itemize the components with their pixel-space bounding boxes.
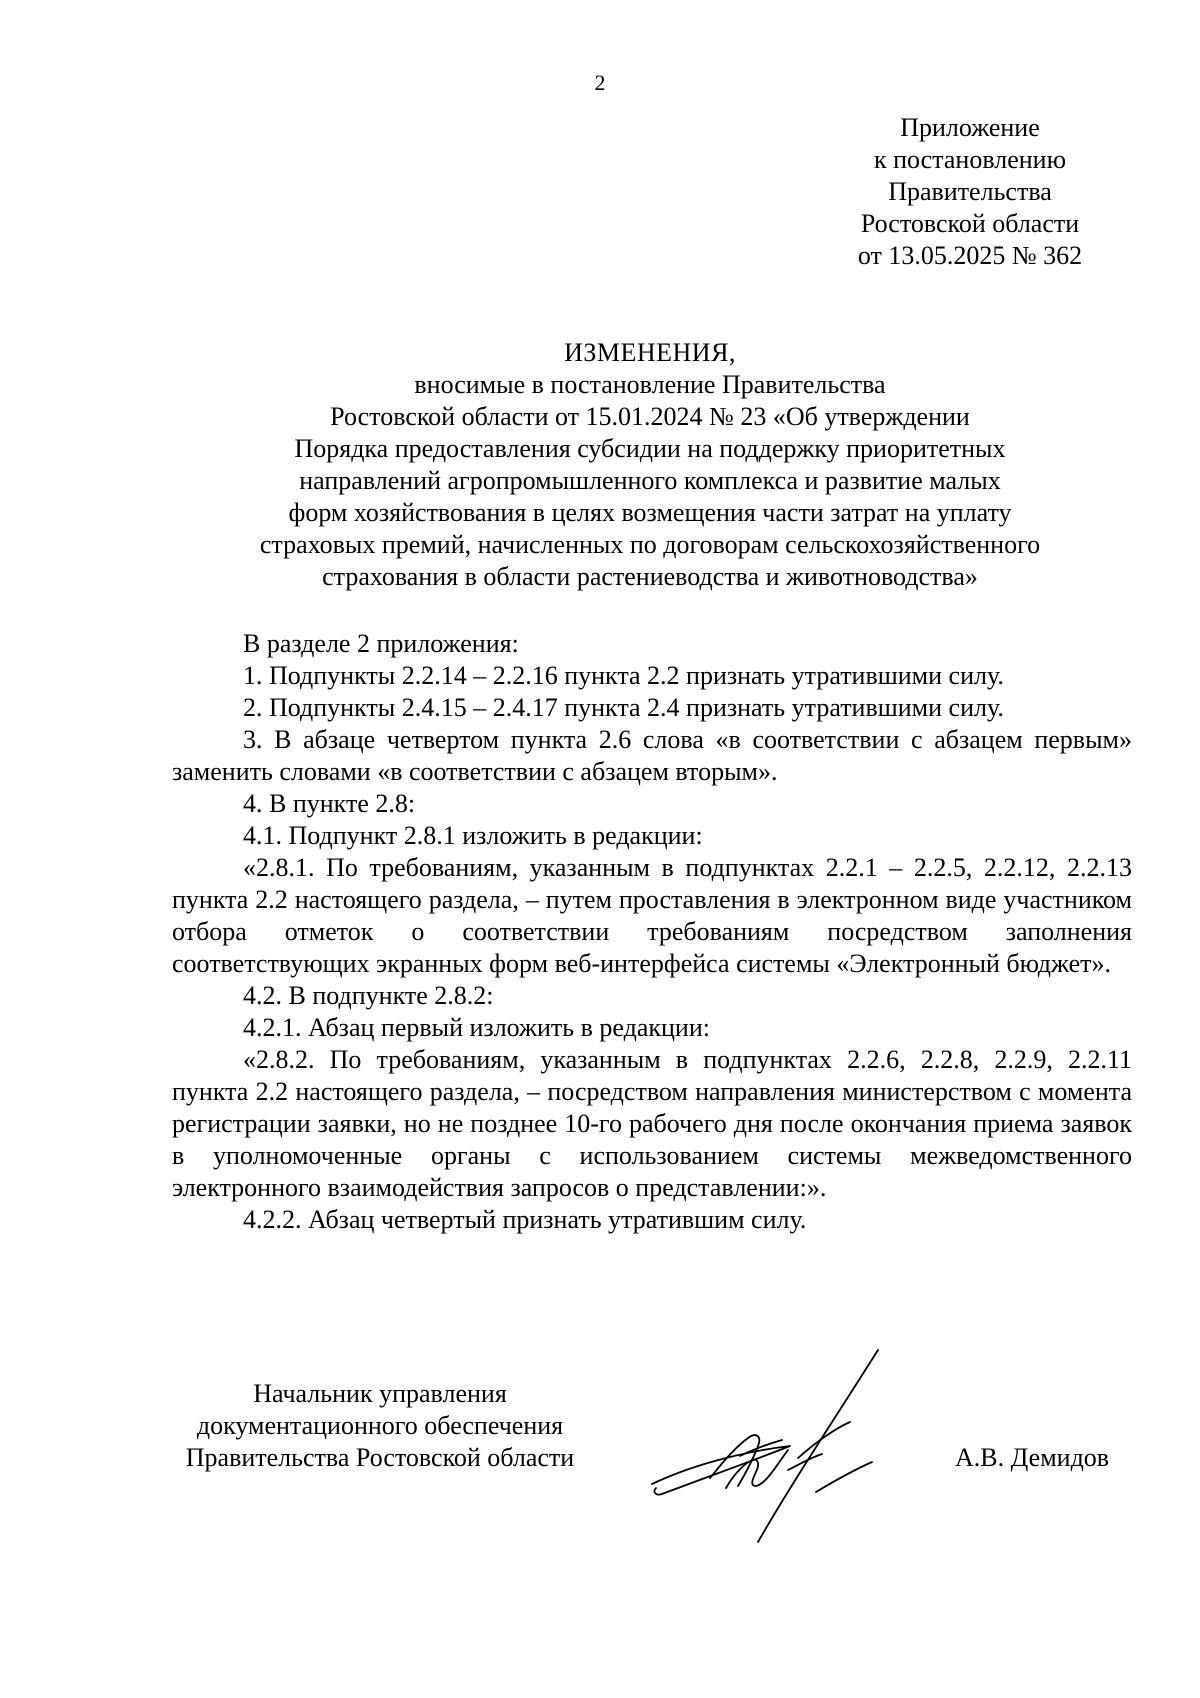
- signer-position-line: документационного обеспечения: [196, 1411, 564, 1440]
- body-paragraph: «2.8.2. По требованиям, указанным в подпунктах 2.2.6, 2.2.8, 2.2.9, 2.2.11 пункта 2.2 настоящего раздела, – посредством направления министерством с момента регистрации заявки, но не позднее 10-го рабочего дня после окончания приема заявок в уполномоченные органы с использованием системы межведомственного электронного взаимодействия запросов о представлении:».: [172, 1045, 1132, 1202]
- title-line: Ростовской области от 15.01.2024 № 23 «Об утверждении: [330, 402, 970, 431]
- body-paragraph: 4.2.1. Абзац первый изложить в редакции:: [243, 1013, 710, 1042]
- appendix-reference: [820, 112, 1120, 272]
- body-paragraph: В разделе 2 приложения:: [243, 629, 519, 658]
- body-paragraph: 4. В пункте 2.8:: [243, 789, 416, 818]
- signer-position-line: Правительства Ростовской области: [185, 1443, 575, 1472]
- title-line: форм хозяйствования в целях возмещения части затрат на уплату: [288, 498, 1012, 527]
- document-body: [172, 628, 1132, 1236]
- page-number: 2: [594, 70, 606, 95]
- title-line: Порядка предоставления субсидии на поддержку приоритетных: [294, 434, 1006, 463]
- signer-name: А.В. Демидов: [955, 1443, 1110, 1472]
- title-line: направлений агропромышленного комплекса и развитие малых: [299, 466, 1001, 495]
- handwritten-signature: [640, 1346, 930, 1546]
- body-paragraph: 1. Подпункты 2.2.14 – 2.2.16 пункта 2.2 признать утратившими силу.: [243, 661, 1004, 690]
- appendix-line: от 13.05.2025 № 362: [857, 241, 1083, 270]
- appendix-line: Ростовской области: [860, 209, 1080, 238]
- appendix-line: Приложение: [900, 113, 1040, 142]
- signer-position: [160, 1378, 600, 1474]
- title-heading: ИЗМЕНЕНИЯ,: [564, 338, 736, 367]
- signer-position-line: Начальник управления: [253, 1379, 507, 1408]
- body-paragraph: 4.2.2. Абзац четвертый признать утратившим силу.: [243, 1205, 807, 1234]
- title-line: страхования в области растениеводства и животноводства»: [322, 562, 978, 591]
- body-paragraph: 4.2. В подпункте 2.8.2:: [243, 981, 494, 1010]
- body-paragraph: 4.1. Подпункт 2.8.1 изложить в редакции:: [243, 821, 703, 850]
- body-paragraph: «2.8.1. По требованиям, указанным в подпунктах 2.2.1 – 2.2.5, 2.2.12, 2.2.13 пункта 2.2 настоящего раздела, – путем проставления в электронном виде участником отбора отметок о соответствии требованиям посредством заполнения соответствующих экранных форм веб-интерфейса системы «Электронный бюджет».: [172, 853, 1132, 978]
- body-paragraph: 2. Подпункты 2.4.15 – 2.4.17 пункта 2.4 признать утратившими силу.: [243, 693, 1004, 722]
- appendix-line: Правительства: [888, 177, 1052, 206]
- signature-block: [0, 1378, 1200, 1558]
- body-paragraph: 3. В абзаце четвертом пункта 2.6 слова «в соответствии с абзацем первым» заменить словами «в соответствии с абзацем вторым».: [172, 725, 1132, 786]
- title-line: вносимые в постановление Правительства: [414, 370, 886, 399]
- document-title: [170, 337, 1130, 593]
- appendix-line: к постановлению: [873, 145, 1067, 174]
- title-line: страховых премий, начисленных по договорам сельскохозяйственного: [259, 530, 1041, 559]
